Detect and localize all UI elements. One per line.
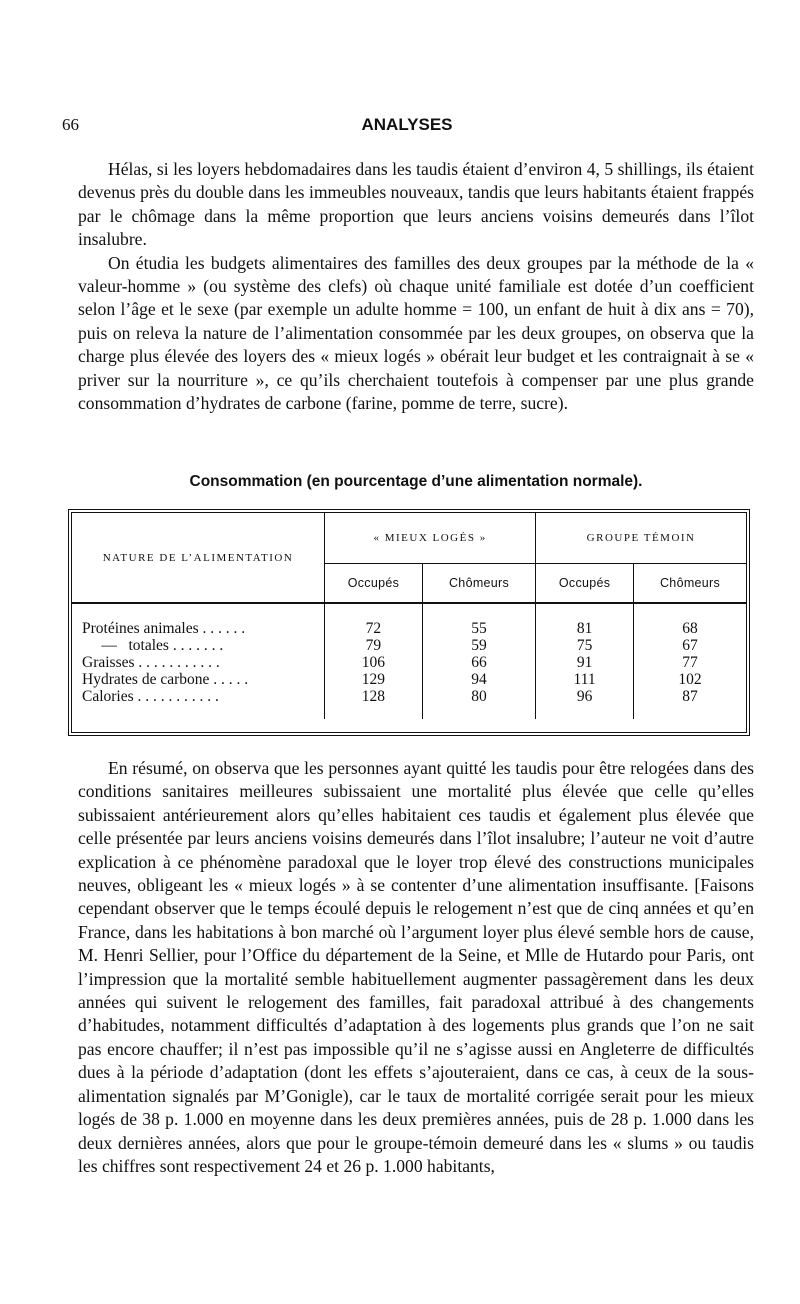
- table-cell: 106: [325, 654, 423, 671]
- table-row: [72, 688, 746, 719]
- table-cell: 68: [682, 620, 698, 637]
- table-cell: 111: [536, 671, 634, 688]
- header-groupe-temoin: GROUPE TÉMOIN: [536, 513, 746, 564]
- row-label: — totales . . . . . . .: [72, 637, 325, 654]
- body-text-bottom: [78, 757, 754, 1178]
- paragraph-3: En résumé, on observa que les personnes ayant quitté les taudis pour être relogées dans des conditions sanitaires meilleures subissaient une mortalité plus élevée que celle qu’elles subissaient antérieurement alors qu’elles habitaient ces taudis et également plus élevée que celle présentée par leurs anciens voisins demeurés dans l’îlot insalubre; l’auteur ne voit d’autre explication à ce phénomène paradoxal que le loyer trop élevé des constructions municipales neuves, obligeant les « mieux logés » à se contenter d’une alimentation insuffisante. [Faisons cependant observer que le temps écoulé depuis le relogement n’est que de cinq années et qu’en France, dans les habitations à bon marché où l’argument loyer plus élevé semble hors de cause, M. Henri Sellier, pour l’Office du département de la Seine, et Mlle de Hutardo pour Paris, ont l’impression que la mortalité semble habituellement augmenter passagèrement dans les deux années qui suivent le relogement des familles, fait paradoxal attribué à des changements d’habitudes, notamment difficultés d’adaptation à des logements plus grands que l’on ne sait pas encore chauffer; il n’est pas impossible qu’il ne s’agisse aussi en Angleterre de difficultés dues à la période d’adaptation (dont les effets s’ajouteraient, dans ce cas, à ceux de la sous-alimentation signalés par M’Gonigle), car le taux de mortalité corrigée serait pour les mieux logés de 38 p. 1.000 en moyenne dans les deux premières années, puis de 28 p. 1.000 dans les deux dernières années, alors que pour le groupe-témoin demeuré dans les « slums » ou taudis les chiffres sont respectivement 24 et 26 p. 1.000 habitants,: [78, 758, 754, 1176]
- table-cell: 91: [536, 654, 634, 671]
- table-cell: 75: [536, 637, 634, 654]
- row-label: Graisses . . . . . . . . . . .: [72, 654, 325, 671]
- table-row: [72, 603, 746, 637]
- page-number: 66: [62, 115, 79, 134]
- header-mieux-loges: « MIEUX LOGÉS »: [325, 513, 536, 564]
- header-chomeurs-mieux: Chômeurs: [422, 564, 535, 604]
- running-title: ANALYSES: [361, 115, 453, 134]
- row-label: Protéines animales . . . . . .: [72, 603, 325, 637]
- table-cell: 81: [536, 603, 634, 637]
- table-title: Consommation (en pourcentage d’une alimentation normale).: [189, 473, 643, 490]
- row-label: Hydrates de carbone . . . . .: [72, 671, 325, 688]
- table-cell: 55: [422, 603, 535, 637]
- header-nature: NATURE DE L’ALIMENTATION: [72, 513, 325, 603]
- table-cell: 96: [536, 688, 634, 719]
- row-label: Calories . . . . . . . . . . .: [72, 688, 325, 719]
- table-cell: 77: [682, 654, 698, 671]
- header-occupes-mieux: Occupés: [325, 564, 423, 604]
- consumption-table-grid: [72, 513, 746, 719]
- table-cell: 80: [422, 688, 535, 719]
- table-cell: 87: [682, 688, 698, 705]
- header-chomeurs-temoin: Chômeurs: [634, 564, 746, 604]
- table-row: [72, 671, 746, 688]
- table-row: [72, 654, 746, 671]
- table-cell: 129: [325, 671, 423, 688]
- table-cell: 128: [325, 688, 423, 719]
- paragraph-2: On étudia les budgets alimentaires des familles des deux groupes par la méthode de la « valeur-homme » (ou système des clefs) où chaque unité familiale est dotée d’un coefficient selon l’âge et le sexe (par exemple un adulte homme = 100, un enfant de huit à dix ans = 70), puis on releva la nature de l’alimentation consommée par les deux groupes, on observa que la charge plus élevée des loyers des « mieux logés » obérait leur budget et les contraignait à se « priver sur la nourriture », ce qu’ils cherchaient toutefois à compenser par une plus grande consommation d’hydrates de carbone (farine, pomme de terre, sucre).: [78, 252, 754, 414]
- paragraph-1: Hélas, si les loyers hebdomadaires dans les taudis étaient d’environ 4, 5 shillings, ils étaient devenus près du double dans les immeubles nouveaux, tandis que leurs habitants étaient frappés par le chômage dans la même proportion que leurs anciens voisins demeurés dans l’îlot insalubre.: [78, 159, 754, 250]
- table-cell: 94: [422, 671, 535, 688]
- consumption-table: [68, 509, 750, 736]
- table-cell: 72: [325, 603, 423, 637]
- header-occupes-temoin: Occupés: [536, 564, 634, 604]
- table-row: [72, 637, 746, 654]
- table-cell: 59: [422, 637, 535, 654]
- table-cell: 66: [422, 654, 535, 671]
- table-cell: 79: [325, 637, 423, 654]
- body-text-top: [78, 158, 754, 415]
- table-cell: 102: [678, 671, 702, 688]
- table-cell: 67: [682, 637, 698, 654]
- page-header: [62, 115, 752, 139]
